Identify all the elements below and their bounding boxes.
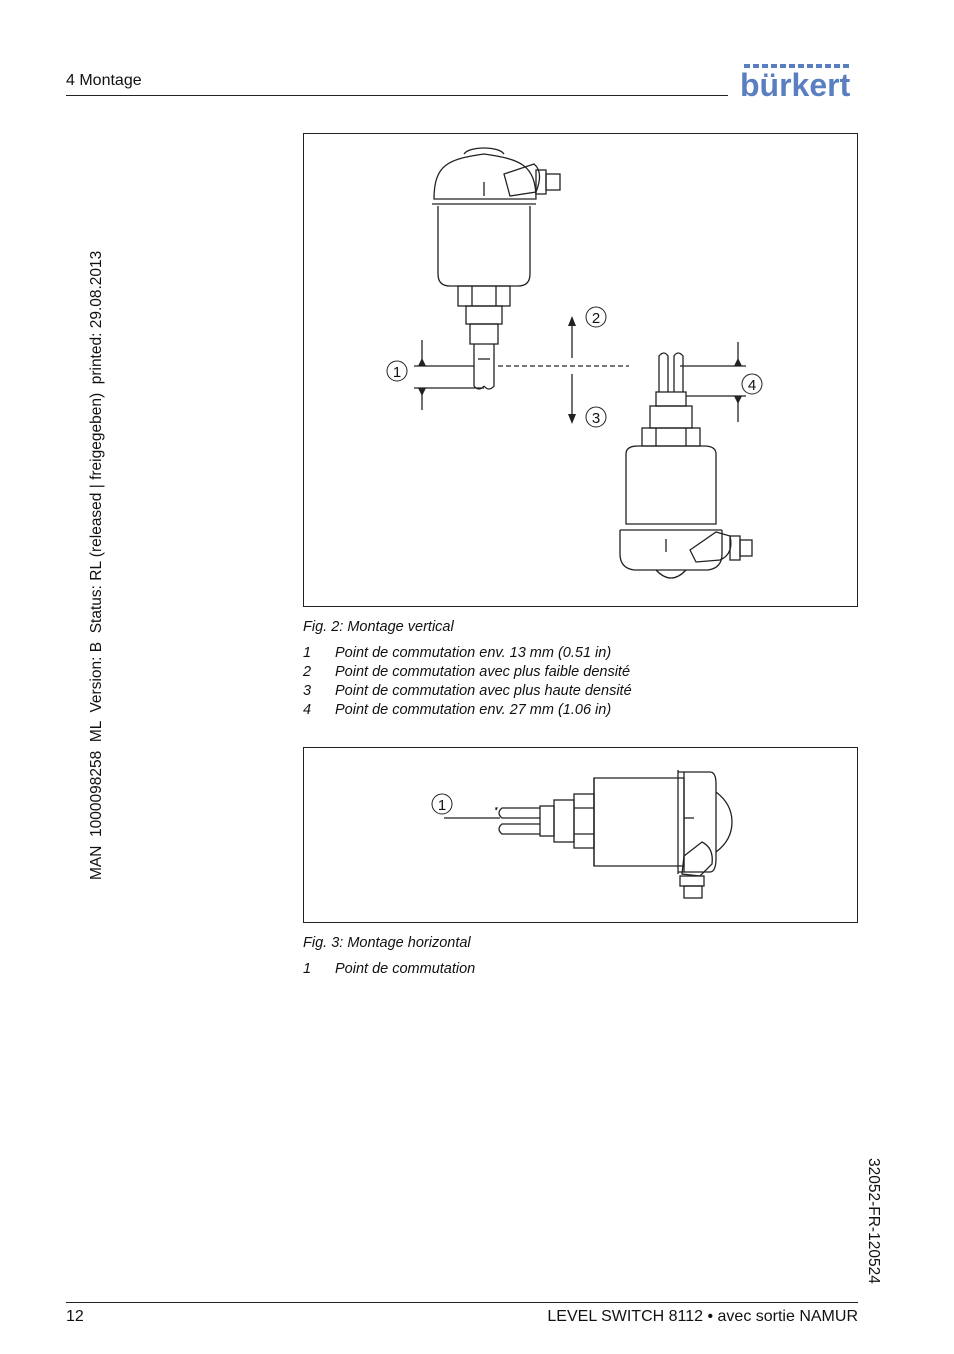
marker-2: 2 [591,310,601,327]
figure-2-legend [303,645,632,721]
legend-item: 1 Point de commutation env. 13 mm (0.51 in) [303,645,612,661]
legend-item: 2 Point de commutation avec plus faible densité [303,664,631,680]
section-header: 4 Montage [66,72,142,89]
figure-3-drawing [304,748,857,922]
document-title: LEVEL SWITCH 8112 • avec sortie NAMUR [547,1308,858,1325]
page-number: 12 [66,1308,84,1325]
marker-3: 3 [591,410,601,427]
marker-1: 1 [392,364,402,381]
figure-2-caption: Fig. 2: Montage vertical [303,619,454,635]
legend-item: 1 Point de commutation [303,961,476,977]
figure-2-box [303,133,858,607]
marker-4: 4 [747,377,757,394]
document-code-vertical: 32052-FR-120524 [865,1158,882,1284]
figure-3-box [303,747,858,923]
footer-rule [66,1302,858,1303]
marker-1: 1 [437,797,447,814]
figure-3-caption: Fig. 3: Montage horizontal [303,935,471,951]
figure-2-drawing [304,134,857,606]
figure-3-legend [303,961,475,980]
header-rule [66,95,728,96]
brand-text: bürkert [740,67,851,100]
document-id-vertical: MAN 1000098258 ML Version: B Status: RL (released | freigegeben) printed: 29.08.2013 [88,250,105,880]
burkert-logo [738,60,860,100]
legend-item: 3 Point de commutation avec plus haute densité [303,683,632,699]
legend-item: 4 Point de commutation env. 27 mm (1.06 in) [303,702,612,718]
